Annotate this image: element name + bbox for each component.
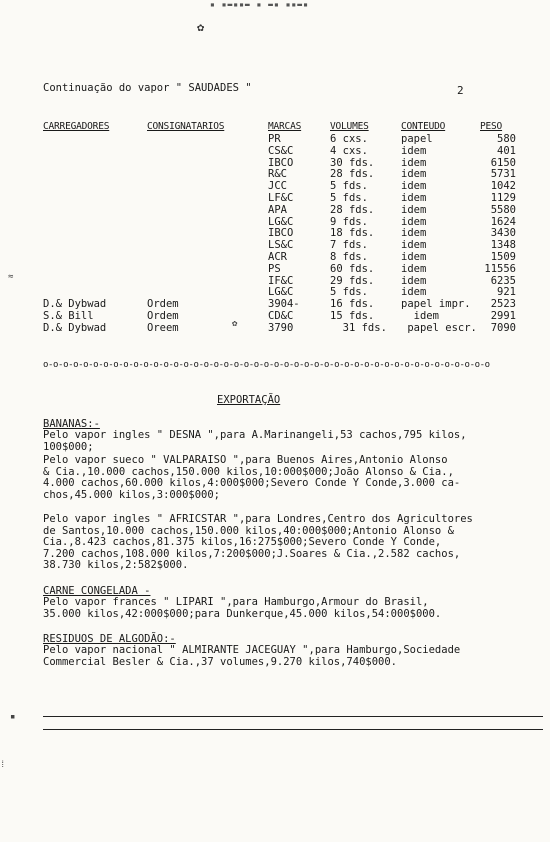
table-cell-marca: 3790 [268, 321, 294, 334]
paragraph-bananas-desna [43, 430, 467, 453]
column-peso [476, 134, 516, 335]
table-cell-carregador [43, 276, 143, 288]
table-cell-carregador [43, 240, 143, 252]
table-cell-volume: 5 fds. [330, 180, 368, 193]
paragraph-line: Pelo vapor sueco " VALPARAISO ",para Buenos Aires,Antonio Alonso [43, 454, 448, 466]
column-marcas [268, 134, 328, 335]
column-volumes [330, 134, 400, 335]
table-cell-volume: 18 fds. [330, 227, 375, 240]
dotted-divider: o-o-o-o-o-o-o-o-o-o-o-o-o-o-o-o-o-o-o-o-o-o-o-o-o-o-o-o-o-o-o-o-o-o-o-o-o-o-o-o-o-o-o-o-o [43, 360, 490, 370]
table-cell-peso: 1624 [490, 215, 516, 228]
table-cell-volume: 16 fds. [330, 298, 375, 311]
paragraph-bananas-valparaiso [43, 455, 460, 501]
table-cell-volume: 28 fds. [330, 203, 375, 216]
scan-top-smudge: ▪ ▪▬▪▪▬ ▪ ▬▪ ▪▪▬▪ [210, 0, 309, 9]
table-cell-consignatario [147, 146, 257, 158]
table-cell-marca: ACR [268, 250, 287, 263]
table-cell-volume: 60 fds. [330, 262, 375, 275]
table-cell-conteudo: idem [401, 274, 427, 287]
paragraph-line: Cia.,8.423 cachos,81.375 kilos,16:275$000;Severo Conde Y Conde, [43, 536, 442, 549]
ink-mark: ✿ [232, 319, 238, 329]
paragraph-line: 7.200 cachos,108.000 kilos,7:200$000;J.Soares & Cia.,2.582 cachos, [43, 547, 461, 560]
table-cell-peso: 7090 [490, 321, 516, 334]
table-cell-volume: 15 fds. [330, 309, 375, 322]
paragraph-bananas-africstar [43, 514, 473, 572]
table-cell-carregador [43, 217, 143, 229]
bottom-rule-2 [43, 729, 543, 730]
paragraph-carne-lipari [43, 597, 441, 620]
table-cell-conteudo: idem [401, 239, 427, 252]
table-cell-conteudo: idem [401, 203, 427, 216]
table-cell-consignatario [147, 240, 257, 252]
table-cell-volume: 4 cxs. [330, 144, 368, 157]
table-cell-consignatario [147, 228, 257, 240]
table-cell-marca: LF&C [268, 191, 294, 204]
bottom-rule-1 [43, 716, 543, 717]
table-cell-marca: PR [268, 133, 281, 145]
table-cell-conteudo: idem [401, 250, 427, 263]
table-cell-marca: IBCO [268, 227, 294, 240]
column-carregadores [43, 134, 143, 335]
table-cell-consignatario [147, 134, 257, 146]
table-cell-conteudo: idem [401, 309, 439, 322]
document-title: Continuação do vapor " SAUDADES " [43, 82, 252, 94]
table-cell-conteudo: idem [401, 227, 427, 240]
paragraph-line: Pelo vapor nacional " ALMIRANTE JACEGUAY ",para Hamburgo,Sociedade [43, 644, 461, 656]
table-cell-volume: 30 fds. [330, 156, 375, 169]
ink-mark: ✿ [197, 20, 205, 34]
table-cell-conteudo: idem [401, 286, 427, 299]
table-cell-volume: 28 fds. [330, 168, 375, 181]
table-cell-carregador: D.& Dybwad [43, 321, 107, 334]
table-cell-marca: LG&C [268, 215, 294, 228]
table-cell-volume: 5 fds. [330, 191, 368, 204]
table-cell-conteudo: idem [401, 215, 427, 228]
table-cell-peso: 6150 [490, 156, 516, 169]
section-heading-bananas: BANANAS:- [43, 418, 100, 430]
table-cell-peso: 2991 [490, 309, 516, 322]
table-cell-consignatario [147, 169, 257, 181]
table-cell-marca: PS [268, 262, 281, 275]
table-cell-peso: 5731 [490, 168, 516, 181]
table-cell-peso: 2523 [490, 298, 516, 311]
table-cell-marca: LG&C [268, 286, 294, 299]
column-header-conteudo: CONTEUDO [401, 121, 446, 132]
table-cell-volume: 31 fds. [330, 321, 387, 334]
table-cell-conteudo: papel escr. [401, 321, 477, 334]
table-cell-volume: 8 fds. [330, 250, 368, 263]
table-cell-carregador [43, 252, 143, 264]
table-cell-marca: LS&C [268, 239, 294, 252]
table-cell-peso: 6235 [490, 274, 516, 287]
table-cell-peso: 580 [497, 133, 516, 145]
table-cell-consignatario: Ordem [147, 298, 179, 311]
paragraph-residuos-almirante [43, 645, 460, 668]
paragraph-line: de Santos,10.000 cachos,150.000 kilos,40:000$000;Antonio Alonso & [43, 524, 454, 537]
table-cell-carregador [43, 169, 143, 181]
column-consignatarios [147, 134, 257, 335]
table-cell-conteudo: idem [401, 144, 427, 157]
column-header-marcas: MARCAS [268, 121, 302, 132]
column-header-peso: PESO [480, 121, 503, 132]
table-cell-carregador [43, 181, 143, 193]
margin-mark: ⁞ [0, 760, 6, 770]
paragraph-line: chos,45.000 kilos,3:000$000; [43, 488, 221, 501]
table-cell-volume: 7 fds. [330, 239, 368, 252]
table-cell-marca: 3904- [268, 298, 300, 311]
table-cell-consignatario [147, 181, 257, 193]
table-cell-volume: 6 cxs. [330, 133, 368, 145]
column-header-consignatarios: CONSIGNATARIOS [147, 121, 225, 132]
table-cell-marca: JCC [268, 180, 287, 193]
table-cell-marca: IBCO [268, 156, 294, 169]
paragraph-line: 38.730 kilos,2:582$000. [43, 559, 189, 572]
table-cell-consignatario [147, 252, 257, 264]
table-cell-consignatario [147, 193, 257, 205]
table-cell-volume: 29 fds. [330, 274, 375, 287]
paragraph-line: Commercial Besler & Cia.,37 volumes,9.270 kilos,740$000. [43, 655, 398, 668]
table-cell-carregador [43, 264, 143, 276]
table-cell-consignatario [147, 217, 257, 229]
table-cell-conteudo: idem [401, 156, 427, 169]
table-cell-carregador [43, 134, 143, 146]
table-cell-peso: 401 [497, 144, 516, 157]
table-cell-consignatario [147, 264, 257, 276]
table-cell-marca: CD&C [268, 309, 294, 322]
section-heading-residuos-algodao: RESIDUOS DE ALGODÃO:- [43, 633, 176, 645]
table-cell-carregador [43, 228, 143, 240]
paragraph-line: 100$000; [43, 440, 94, 453]
table-cell-conteudo: papel impr. [401, 298, 471, 311]
paragraph-line: 4.000 cachos,60.000 kilos,4:000$000;Severo Conde Y Conde,3.000 ca- [43, 477, 461, 490]
page-number: 2 [457, 84, 464, 97]
table-cell-conteudo: idem [401, 262, 427, 275]
paragraph-line: Pelo vapor frances " LIPARI ",para Hamburgo,Armour do Brasil, [43, 596, 429, 608]
section-heading-carne-congelada: CARNE CONGELADA - [43, 585, 151, 597]
table-cell-consignatario: Ordem [147, 309, 179, 322]
table-cell-conteudo: idem [401, 168, 427, 181]
table-cell-peso: 1129 [490, 191, 516, 204]
table-cell-carregador: D.& Dybwad [43, 298, 107, 311]
table-cell-carregador: S.& Bill [43, 309, 94, 322]
table-cell-peso: 1348 [490, 239, 516, 252]
margin-mark: ▪ [10, 712, 16, 722]
table-cell-peso: 11556 [484, 262, 516, 275]
table-cell-peso: 1509 [490, 250, 516, 263]
table-cell-carregador [43, 205, 143, 217]
table-cell-carregador [43, 146, 143, 158]
table-cell-peso: 1042 [490, 180, 516, 193]
column-header-volumes: VOLUMES [330, 121, 369, 132]
table-cell-peso: 3430 [490, 227, 516, 240]
table-cell-consignatario [147, 276, 257, 288]
table-cell-carregador [43, 158, 143, 170]
column-header-carregadores: CARREGADORES [43, 121, 110, 132]
section-title-exportacao: EXPORTAÇÃO [217, 394, 281, 406]
table-cell-marca: R&C [268, 168, 287, 181]
table-cell-conteudo: idem [401, 191, 427, 204]
paragraph-line: Pelo vapor ingles " DESNA ",para A.Marinangeli,53 cachos,795 kilos, [43, 429, 467, 441]
table-cell-marca: CS&C [268, 144, 294, 157]
table-cell-conteudo: papel [401, 133, 433, 145]
table-cell-marca: IF&C [268, 274, 294, 287]
paragraph-line: & Cia.,10.000 cachos,150.000 kilos,10:000$000;João Alonso & Cia., [43, 465, 454, 478]
table-cell-peso: 5580 [490, 203, 516, 216]
table-cell-peso: 921 [497, 286, 516, 299]
table-cell-volume: 9 fds. [330, 215, 368, 228]
margin-mark: ≈ [8, 272, 14, 282]
table-cell-consignatario [147, 205, 257, 217]
table-cell-conteudo: idem [401, 180, 427, 193]
paragraph-line: 35.000 kilos,42:000$000;para Dunkerque,45.000 kilos,54:000$000. [43, 607, 442, 620]
table-cell-consignatario [147, 158, 257, 170]
table-cell-consignatario: Oreem [147, 321, 179, 334]
table-cell-carregador [43, 193, 143, 205]
table-cell-volume: 5 fds. [330, 286, 368, 299]
table-cell-marca: APA [268, 203, 287, 216]
paragraph-line: Pelo vapor ingles " AFRICSTAR ",para Londres,Centro dos Agricultores [43, 513, 473, 525]
